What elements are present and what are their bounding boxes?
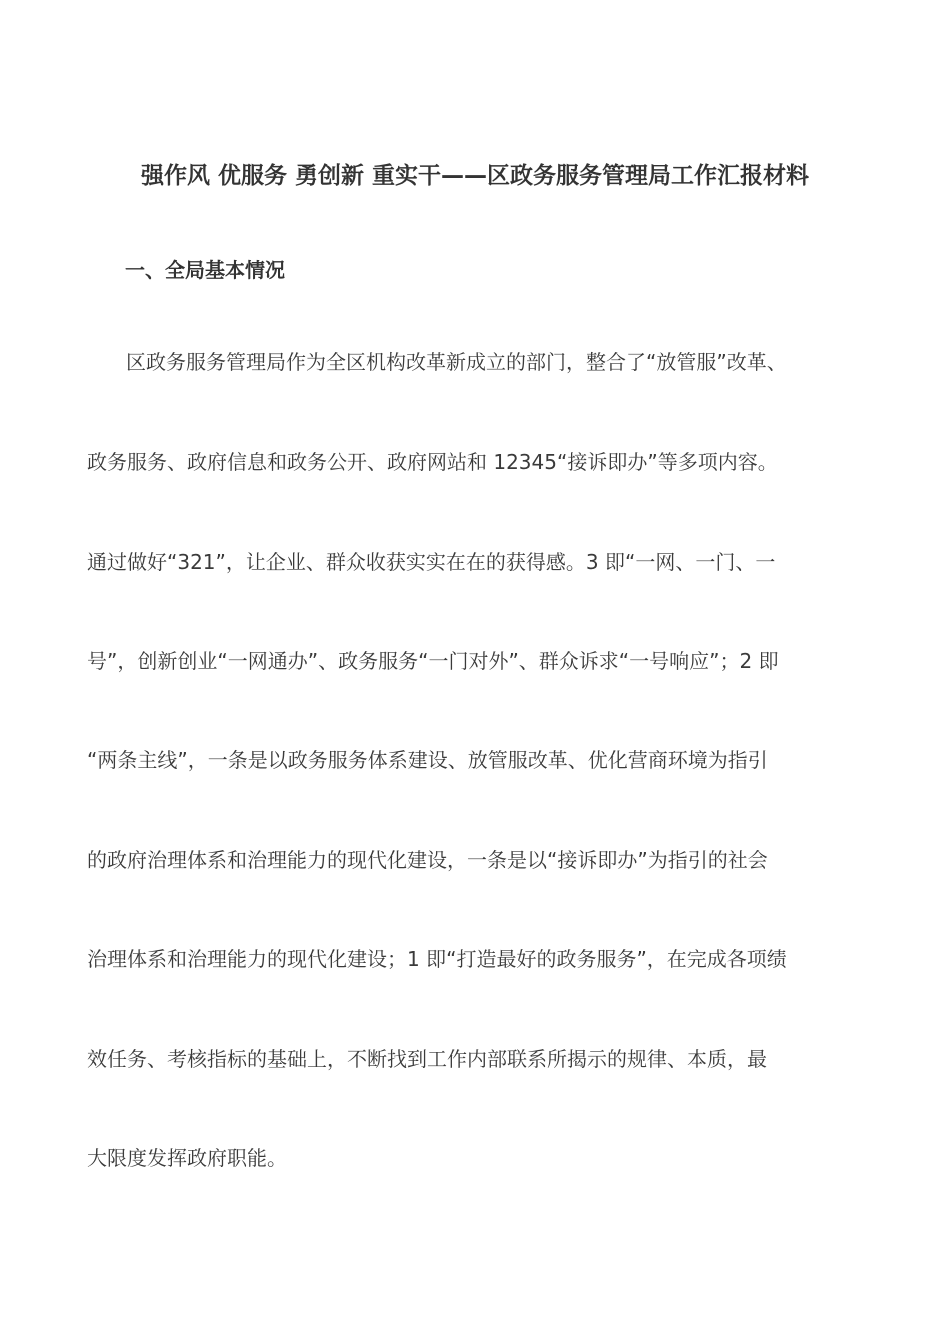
paragraph-line: 大限度发挥政府职能。 [87, 1146, 287, 1170]
section-heading: 一、全局基本情况 [125, 258, 285, 282]
paragraph-line: 效任务、考核指标的基础上，不断找到工作内部联系所揭示的规律、本质，最 [87, 1047, 767, 1071]
paragraph-line: 的政府治理体系和治理能力的现代化建设，一条是以“接诉即办”为指引的社会 [87, 848, 768, 872]
document-title: 强作风 优服务 勇创新 重实干——区政务服务管理局工作汇报材料 [140, 163, 810, 189]
paragraph-line: 区政务服务管理局作为全区机构改革新成立的部门，整合了“放管服”改革、 [126, 350, 787, 374]
paragraph-line: 通过做好“321”，让企业、群众收获实实在在的获得感。3 即“一网、一门、一 [87, 550, 776, 574]
paragraph-line: 政务服务、政府信息和政务公开、政府网站和 12345“接诉即办”等多项内容。 [87, 450, 778, 474]
paragraph-line: 号”，创新创业“一网通办”、政务服务“一门对外”、群众诉求“一号响应”；2 即 [87, 649, 779, 673]
paragraph-line: “两条主线”，一条是以政务服务体系建设、放管服改革、优化营商环境为指引 [87, 748, 768, 772]
paragraph-line: 治理体系和治理能力的现代化建设；1 即“打造最好的政务服务”，在完成各项绩 [87, 947, 787, 971]
